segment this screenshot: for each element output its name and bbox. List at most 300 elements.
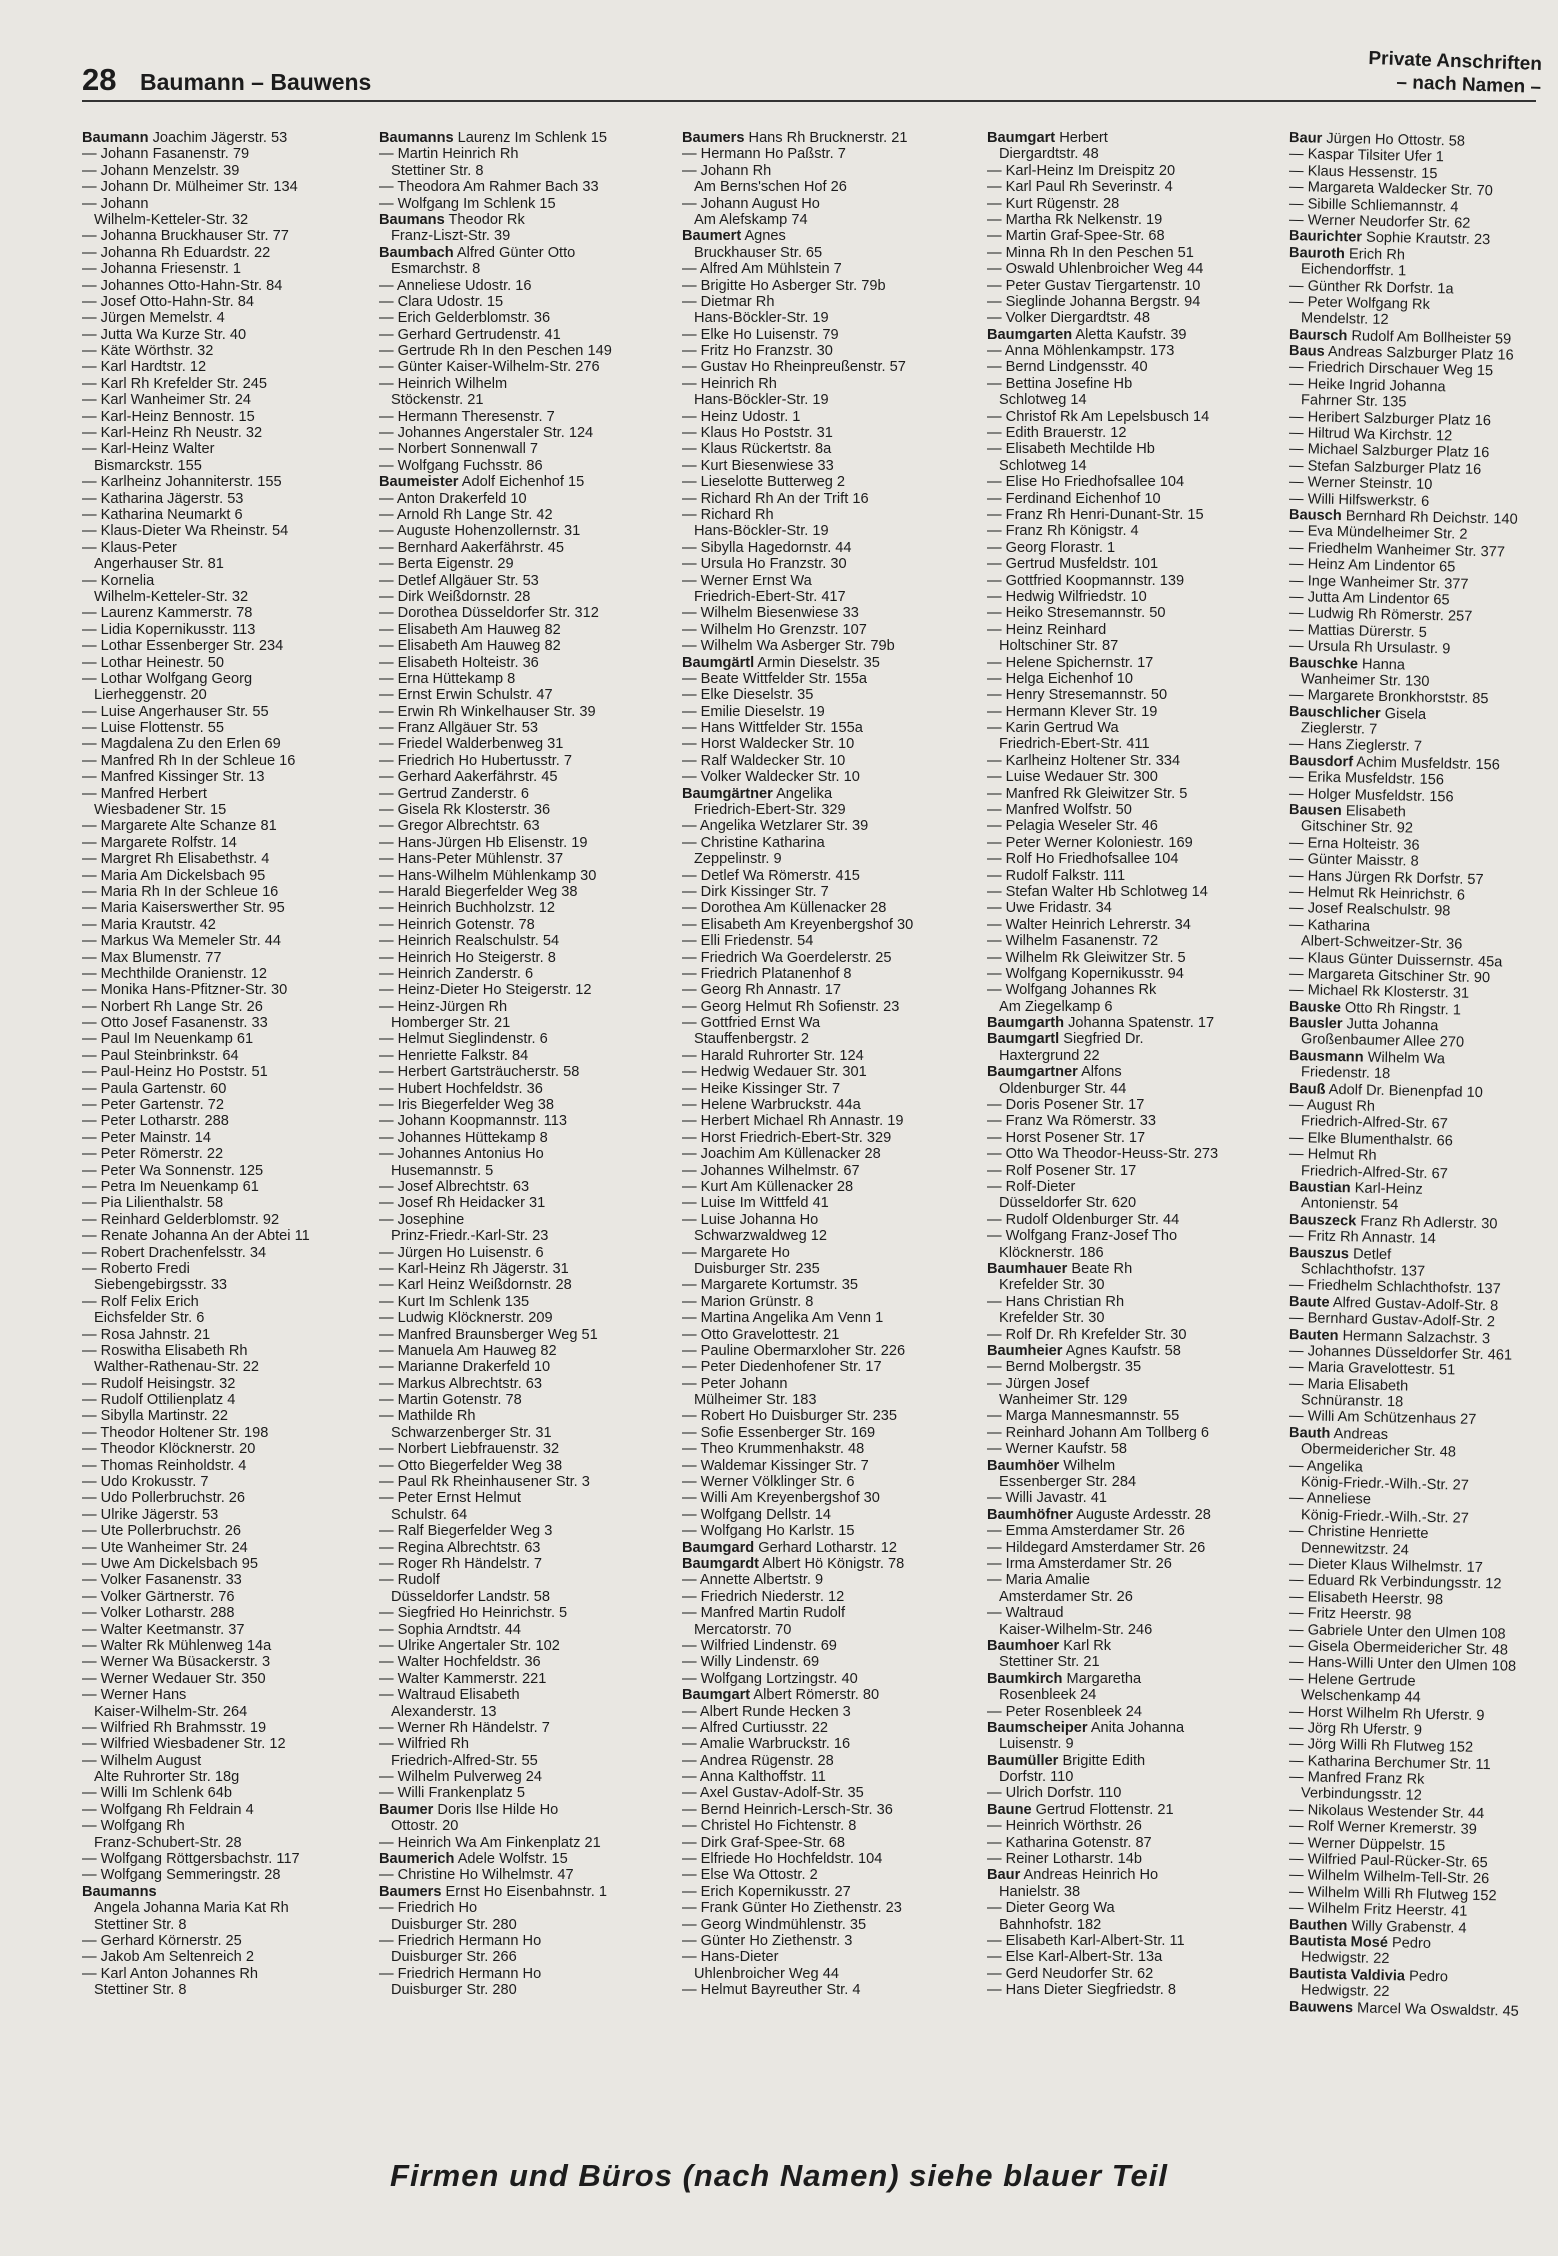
entry-text: Mendelstr. 12	[1300, 310, 1389, 329]
entry-text: — Norbert Liebfrauenstr. 32	[379, 1441, 560, 1458]
entry-text: — Elke Dieselstr. 35	[682, 687, 814, 704]
surname-heading: Baumgartl	[987, 1031, 1060, 1048]
listing-entry	[682, 212, 972, 228]
entry-text: — Elisabeth Heerstr. 98	[1289, 1588, 1444, 1608]
entry-text: — Johanna Rh Eduardstr. 22	[82, 244, 271, 261]
surname-heading: Bautista Mosé	[1289, 1932, 1389, 1952]
entry-text: — Petra Im Neuenkamp 61	[82, 1179, 259, 1195]
listing-entry	[82, 310, 372, 326]
listing-entry	[987, 1408, 1277, 1424]
listing-entry	[379, 310, 669, 326]
entry-text: Laurenz Im Schlenk 15	[457, 130, 607, 146]
entry-text: — Heinz-Jürgen Rh	[379, 998, 508, 1015]
entry-text: — Michael Salzburger Platz 16	[1289, 441, 1490, 462]
listing-entry	[987, 1261, 1277, 1277]
listing-entry	[82, 343, 372, 359]
listing-entry	[82, 1785, 372, 1801]
entry-text: — Peter Johann	[682, 1375, 788, 1392]
entry-text: — Wolfgang Franz-Josef Tho	[987, 1228, 1178, 1245]
listing-entry	[987, 1359, 1277, 1375]
entry-text: — Gerhard Gertrudenstr. 41	[379, 326, 561, 343]
listing-entry	[682, 589, 972, 605]
entry-text: — Inge Wanheimer Str. 377	[1289, 572, 1469, 593]
entry-text: — Sibille Schliemannstr. 4	[1289, 195, 1459, 216]
entry-text: — Volker Diergardtstr. 48	[987, 310, 1151, 327]
entry-text: — Hubert Hochfeldstr. 36	[379, 1080, 543, 1097]
surname-heading: Baur	[1289, 130, 1323, 147]
listing-entry	[82, 1048, 372, 1064]
listing-entry	[379, 917, 669, 933]
listing-entry	[379, 523, 669, 539]
listing-entry	[379, 491, 669, 507]
entry-text: Alexanderstr. 13	[391, 1703, 497, 1720]
listing-entry	[379, 1654, 669, 1670]
entry-text: Sophie Krautstr. 23	[1365, 229, 1491, 249]
entry-text: — Gertrud Zanderstr. 6	[379, 785, 530, 802]
listing-entry	[379, 1507, 669, 1523]
listing-entry	[682, 1966, 972, 1982]
listing-entry	[987, 1671, 1277, 1687]
entry-text: Husemannstr. 5	[391, 1162, 494, 1179]
entry-text: Wilhelm	[1063, 1457, 1116, 1474]
listing-entry	[682, 1146, 972, 1162]
entry-text: Hans Rh Brucknerstr. 21	[748, 130, 908, 146]
surname-heading: Baumhöer	[987, 1457, 1060, 1474]
listing-entry	[379, 1704, 669, 1720]
entry-text: — Sieglinde Johanna Bergstr. 94	[987, 293, 1201, 310]
entry-text: — Willi Am Schützenhaus 27	[1289, 1408, 1477, 1429]
surname-heading: Bausmann	[1289, 1047, 1364, 1066]
listing-entry	[682, 1933, 972, 1949]
listing-entry	[379, 540, 669, 556]
entry-text: — Elke Ho Luisenstr. 79	[682, 326, 839, 343]
entry-text: Stettiner Str. 21	[999, 1654, 1100, 1671]
listing-entry	[987, 1589, 1277, 1605]
listing-entry	[82, 1835, 372, 1851]
surname-heading: Baumscheiper	[987, 1719, 1088, 1736]
entry-text: — Maria Kaiserswerther Str. 95	[82, 900, 285, 917]
entry-text: — Helene Spichernstr. 17	[987, 654, 1154, 671]
entry-text: — Wilhelm Ho Grenzstr. 107	[682, 621, 867, 638]
entry-text: — Walter Keetmanstr. 37	[82, 1621, 245, 1638]
page-number: 28	[82, 62, 117, 97]
entry-text: Stettiner Str. 8	[94, 1982, 187, 1999]
entry-text: — Martina Angelika Am Venn 1	[682, 1310, 884, 1327]
entry-text: — Robert Drachenfelsstr. 34	[82, 1244, 267, 1261]
entry-text: Adolf Dr. Bienenpfad 10	[1328, 1081, 1484, 1101]
directory-column-5	[1289, 130, 1539, 2130]
entry-text: — Lieselotte Butterweg 2	[682, 474, 846, 491]
entry-text: — Harald Ruhrorter Str. 124	[682, 1047, 864, 1064]
entry-text: Antonienstr. 54	[1300, 1195, 1399, 1214]
listing-entry	[82, 1802, 372, 1818]
entry-text: — Gerhard Aakerfährstr. 45	[379, 769, 558, 786]
entry-text: Amsterdamer Str. 26	[999, 1588, 1133, 1605]
listing-entry	[987, 1327, 1277, 1343]
entry-text: Am Ziegelkamp 6	[999, 998, 1113, 1015]
entry-text: — Margret Rh Elisabethstr. 4	[82, 851, 270, 868]
entry-text: — Johann Fasanenstr. 79	[82, 146, 250, 163]
entry-text: — Johannes Düsseldorfer Str. 461	[1289, 1342, 1513, 1364]
listing-entry	[682, 1294, 972, 1310]
listing-entry	[987, 720, 1277, 736]
surname-heading: Baurichter	[1289, 228, 1363, 246]
listing-entry	[82, 1589, 372, 1605]
entry-text: — Paul Im Neuenkamp 61	[82, 1031, 254, 1048]
entry-text: Wilhelm-Ketteler-Str. 32	[94, 211, 249, 228]
listing-entry	[82, 163, 372, 179]
surname-heading: Bauschke	[1289, 654, 1359, 672]
listing-entry	[987, 638, 1277, 654]
entry-text: — Werner Düppelstr. 15	[1289, 1834, 1446, 1854]
entry-text: — Wilhelm Fritz Heerstr. 41	[1289, 1900, 1468, 1920]
entry-text: — Mathilde Rh	[379, 1408, 476, 1425]
listing-entry	[987, 999, 1277, 1015]
entry-text: Friedrich-Alfred-Str. 67	[1300, 1162, 1448, 1182]
entry-text: Margaretha	[1066, 1670, 1142, 1687]
listing-entry	[82, 605, 372, 621]
listing-entry	[379, 343, 669, 359]
listing-entry	[682, 786, 972, 802]
entry-text: — Dietmar Rh	[682, 293, 775, 310]
entry-text: Schlachthofstr. 137	[1300, 1261, 1426, 1280]
directory-columns	[82, 130, 1542, 2130]
listing-entry	[379, 1572, 669, 1588]
listing-entry	[682, 1654, 972, 1670]
entry-text: — Robert Ho Duisburger Str. 235	[682, 1408, 897, 1425]
listing-entry	[682, 1605, 972, 1621]
entry-text: Friedrich-Alfred-Str. 67	[1300, 1113, 1448, 1133]
listing-entry	[987, 884, 1277, 900]
entry-text: — Norbert Rh Lange Str. 26	[82, 998, 263, 1015]
surname-heading: Bauth	[1289, 1424, 1331, 1442]
entry-text: — Wolfgang Lortzingstr. 40	[682, 1670, 858, 1687]
entry-text: Wilhelm Wa	[1367, 1049, 1446, 1068]
listing-entry	[987, 1753, 1277, 1769]
entry-text: — Emma Amsterdamer Str. 26	[987, 1523, 1185, 1540]
entry-text: — Werner Ernst Wa	[682, 572, 812, 589]
entry-text: — Maria Gravelottestr. 51	[1289, 1359, 1456, 1379]
entry-text: — Helmut Rk Heinrichstr. 6	[1289, 883, 1466, 904]
surname-heading: Baumbach	[379, 244, 454, 261]
entry-text: — Christine Henriette	[1289, 1523, 1429, 1543]
listing-entry	[987, 409, 1277, 425]
entry-text: — Elisabeth Holteistr. 36	[379, 654, 539, 671]
listing-entry	[82, 1081, 372, 1097]
listing-entry	[82, 884, 372, 900]
entry-text: — Wolfgang Rh Feldrain 4	[82, 1801, 254, 1818]
listing-entry	[82, 1917, 372, 1933]
entry-text: — Ursula Rh Ursulastr. 9	[1289, 638, 1451, 658]
listing-entry	[82, 212, 372, 228]
entry-text: — Johannes Antonius Ho	[379, 1146, 544, 1163]
listing-entry	[682, 573, 972, 589]
entry-text: König-Friedr.-Wilh.-Str. 27	[1300, 1474, 1470, 1494]
entry-text: — Heinz Am Lindentor 65	[1289, 556, 1456, 576]
entry-text: — Wilfried Lindenstr. 69	[682, 1637, 837, 1654]
listing-entry	[987, 1392, 1277, 1408]
entry-text: — Günther Rk Dorfstr. 1a	[1289, 277, 1454, 297]
entry-text: Ernst Ho Eisenbahnstr. 1	[445, 1883, 607, 1900]
listing-entry	[987, 671, 1277, 687]
surname-heading: Baustian	[1289, 1179, 1351, 1197]
surname-heading: Baumers	[682, 130, 745, 146]
entry-text: — Wolfgang Semmeringstr. 28	[82, 1867, 281, 1884]
listing-entry	[987, 933, 1277, 949]
entry-text: — Willi Javastr. 41	[987, 1490, 1108, 1507]
listing-entry	[82, 1474, 372, 1490]
listing-entry	[379, 868, 669, 884]
entry-text: — Udo Pollerbruchstr. 26	[82, 1490, 246, 1507]
listing-entry	[987, 1572, 1277, 1588]
entry-text: — Klaus-Peter	[82, 539, 177, 556]
listing-entry	[379, 1736, 669, 1752]
surname-heading: Bausler	[1289, 1015, 1343, 1033]
entry-text: — Stefan Salzburger Platz 16	[1289, 457, 1482, 478]
listing-entry	[379, 966, 669, 982]
entry-text: — Dirk Weißdornstr. 28	[379, 588, 531, 605]
entry-text: Walther-Rathenau-Str. 22	[94, 1359, 259, 1376]
surname-heading: Baumans	[379, 211, 445, 228]
entry-text: — Christof Rk Am Lepelsbusch 14	[987, 408, 1210, 425]
listing-entry	[379, 1195, 669, 1211]
entry-text: — Dirk Graf-Spee-Str. 68	[682, 1834, 846, 1851]
listing-entry	[682, 769, 972, 785]
listing-entry	[82, 1933, 372, 1949]
entry-text: Agnes Kaufstr. 58	[1065, 1342, 1181, 1359]
listing-entry	[379, 1261, 669, 1277]
listing-entry	[82, 1031, 372, 1047]
listing-entry	[987, 458, 1277, 474]
entry-text: — Rudolf	[379, 1572, 440, 1589]
listing-entry	[82, 1818, 372, 1834]
surname-heading: Baumgard	[682, 1539, 755, 1556]
entry-text: — Josef Albrechtstr. 63	[379, 1179, 530, 1195]
listing-entry	[682, 1704, 972, 1720]
entry-text: Prinz-Friedr.-Karl-Str. 23	[391, 1228, 549, 1245]
entry-text: — Theodor Klöcknerstr. 20	[82, 1441, 256, 1458]
listing-entry	[682, 1802, 972, 1818]
entry-text: — Alfred Am Mühlstein 7	[682, 261, 842, 278]
entry-text: — Wilfried Rh Brahmsstr. 19	[82, 1719, 267, 1736]
listing-entry	[682, 1408, 972, 1424]
listing-entry	[682, 228, 972, 244]
listing-entry	[82, 1769, 372, 1785]
entry-text: — Maria Am Dickelsbach 95	[82, 867, 266, 884]
entry-text: — Werner Völklinger Str. 6	[682, 1474, 855, 1491]
listing-entry	[82, 868, 372, 884]
listing-entry	[682, 179, 972, 195]
entry-text: Rosenbleek 24	[999, 1687, 1097, 1704]
listing-entry	[82, 1720, 372, 1736]
listing-entry	[682, 1589, 972, 1605]
entry-text: — Uwe Fridastr. 34	[987, 900, 1112, 917]
entry-text: — Wolfgang Ho Karlstr. 15	[682, 1523, 855, 1540]
listing-entry	[682, 966, 972, 982]
listing-entry	[682, 359, 972, 375]
entry-text: — Johannes Wilhelmstr. 67	[682, 1162, 860, 1179]
listing-entry	[682, 900, 972, 916]
surname-heading: Bauszeck	[1289, 1211, 1357, 1230]
listing-entry	[379, 1884, 669, 1900]
entry-text: — Hans-Wilhelm Mühlenkamp 30	[379, 867, 597, 884]
surname-heading: Baumkirch	[987, 1670, 1063, 1687]
listing-entry	[82, 556, 372, 572]
entry-text: — Kurt Im Schlenk 135	[379, 1293, 530, 1310]
listing-entry	[682, 1851, 972, 1867]
entry-text: — Else Karl-Albert-Str. 13a	[987, 1949, 1163, 1966]
listing-entry	[379, 933, 669, 949]
listing-entry	[82, 1490, 372, 1506]
entry-text: — Franz Wa Römerstr. 33	[987, 1113, 1156, 1130]
listing-entry	[682, 1064, 972, 1080]
entry-text: Welschenkamp 44	[1300, 1687, 1421, 1706]
entry-text: — Iris Biegerfelder Weg 38	[379, 1097, 554, 1114]
listing-entry	[987, 753, 1277, 769]
entry-text: Hanna	[1361, 656, 1406, 673]
listing-entry	[379, 638, 669, 654]
entry-text: — Johann Koopmannstr. 113	[379, 1113, 567, 1130]
listing-entry	[987, 1982, 1277, 1998]
entry-text: Hans-Böckler-Str. 19	[694, 523, 829, 540]
listing-entry	[379, 687, 669, 703]
listing-entry	[987, 851, 1277, 867]
listing-entry	[379, 589, 669, 605]
entry-text: — Elisabeth Am Kreyenbergshof 30	[682, 916, 914, 933]
entry-text: — Johann	[82, 195, 149, 212]
listing-entry	[682, 196, 972, 212]
surname-heading: Baumann	[82, 130, 149, 146]
listing-entry	[987, 1179, 1277, 1195]
listing-entry	[682, 868, 972, 884]
listing-entry	[379, 1523, 669, 1539]
listing-entry	[379, 425, 669, 441]
entry-text: — Johanna Bruckhauser Str. 77	[82, 228, 289, 245]
entry-text: — Siegfried Ho Heinrichstr. 5	[379, 1605, 568, 1622]
entry-text: — Hans Jürgen Rk Dorfstr. 57	[1289, 867, 1484, 888]
entry-text: — Paula Gartenstr. 60	[82, 1080, 227, 1097]
section-label-line2: – nach Namen –	[1396, 71, 1542, 99]
entry-text: — Gabriele Unter den Ulmen 108	[1289, 1621, 1506, 1643]
listing-entry	[682, 1376, 972, 1392]
entry-text: — Rosa Jahnstr. 21	[82, 1326, 211, 1343]
entry-text: — Martin Graf-Spee-Str. 68	[987, 228, 1165, 245]
listing-entry	[379, 1146, 669, 1162]
entry-text: — Ralf Biegerfelder Weg 3	[379, 1523, 553, 1540]
listing-entry	[987, 507, 1277, 523]
listing-entry	[82, 655, 372, 671]
listing-entry	[82, 851, 372, 867]
listing-entry	[987, 769, 1277, 785]
directory-column-4	[987, 130, 1277, 2130]
listing-entry	[682, 1245, 972, 1261]
listing-entry	[82, 720, 372, 736]
entry-text: — Marga Mannesmannstr. 55	[987, 1408, 1180, 1425]
entry-text: — Walter Kammerstr. 221	[379, 1670, 547, 1687]
entry-text: — Ernst Erwin Schulstr. 47	[379, 687, 553, 704]
surname-heading: Baumgardt	[682, 1555, 760, 1572]
entry-text: — Erich Gelderblomstr. 36	[379, 310, 551, 327]
listing-entry	[379, 1474, 669, 1490]
listing-entry	[987, 1343, 1277, 1359]
entry-text: — Katharina Jägerstr. 53	[82, 490, 244, 507]
listing-entry	[682, 1622, 972, 1638]
entry-text: — Theo Krummenhakstr. 48	[682, 1441, 865, 1458]
listing-entry	[379, 1048, 669, 1064]
listing-entry	[379, 228, 669, 244]
listing-entry	[82, 228, 372, 244]
entry-text: Alfons	[1081, 1064, 1122, 1081]
listing-entry	[682, 376, 972, 392]
entry-text: — Margarete Ho	[682, 1244, 790, 1261]
entry-text: — Anna Kalthoffstr. 11	[682, 1769, 826, 1786]
entry-text: — Margarete Kortumstr. 35	[682, 1277, 859, 1294]
entry-text: — Anna Möhlenkampstr. 173	[987, 343, 1175, 360]
listing-entry	[987, 1540, 1277, 1556]
surname-heading: Baumanns	[379, 130, 454, 146]
entry-text: — Rolf Werner Kremerstr. 39	[1289, 1818, 1478, 1839]
listing-entry	[379, 1687, 669, 1703]
listing-entry	[682, 1031, 972, 1047]
entry-text: Friedenstr. 18	[1300, 1064, 1391, 1083]
listing-entry	[379, 163, 669, 179]
entry-text: — Heinrich Wörthstr. 26	[987, 1818, 1142, 1835]
listing-entry	[682, 278, 972, 294]
listing-entry	[987, 1523, 1277, 1539]
entry-text: — Karl-Heinz Im Dreispitz 20	[987, 162, 1176, 179]
entry-text: — Angelika Wetzlarer Str. 39	[682, 818, 869, 835]
entry-text: — Karlheinz Holtener Str. 334	[987, 752, 1181, 769]
entry-text: — Kurt Am Küllenacker 28	[682, 1179, 854, 1195]
entry-text: — Heinrich Gotenstr. 78	[379, 916, 535, 933]
entry-text: Albert-Schweitzer-Str. 36	[1300, 933, 1463, 953]
entry-text: — Georg Rh Annastr. 17	[682, 982, 841, 999]
entry-text: — Detlef Wa Römerstr. 415	[682, 867, 860, 884]
entry-text: — Bettina Josefine Hb	[987, 375, 1133, 392]
surname-heading: Baumgart	[987, 130, 1056, 146]
entry-text: Zeppelinstr. 9	[694, 851, 782, 868]
entry-text: Otto Rh Ringstr. 1	[1344, 999, 1462, 1019]
listing-entry	[682, 441, 972, 457]
listing-entry	[379, 294, 669, 310]
listing-entry	[82, 1097, 372, 1113]
entry-text: — Irma Amsterdamer Str. 26	[987, 1555, 1172, 1572]
entry-text: — Ulrike Angertaler Str. 102	[379, 1637, 560, 1654]
listing-entry	[987, 687, 1277, 703]
listing-entry	[82, 1704, 372, 1720]
entry-text: — Katharina Gotenstr. 87	[987, 1834, 1152, 1851]
listing-entry	[682, 753, 972, 769]
listing-entry	[379, 704, 669, 720]
listing-entry	[682, 1163, 972, 1179]
entry-text: Beate Rh	[1071, 1260, 1133, 1277]
entry-text: Düsseldorfer Landstr. 58	[391, 1588, 550, 1605]
listing-entry	[82, 458, 372, 474]
entry-text: — Horst Waldecker Str. 10	[682, 736, 855, 753]
listing-entry	[987, 589, 1277, 605]
listing-entry	[82, 917, 372, 933]
listing-entry	[987, 1818, 1277, 1834]
entry-text: — Klaus-Dieter Wa Rheinstr. 54	[82, 523, 289, 540]
entry-text: Am Berns'schen Hof 26	[694, 179, 847, 196]
listing-entry	[379, 1064, 669, 1080]
entry-text: — Martin Gotenstr. 78	[379, 1392, 522, 1409]
listing-entry	[987, 802, 1277, 818]
entry-text: — Peter Rosenbleek 24	[987, 1703, 1142, 1720]
listing-entry	[379, 146, 669, 162]
entry-text: — Rolf Posener Str. 17	[987, 1162, 1137, 1179]
listing-entry	[82, 1507, 372, 1523]
